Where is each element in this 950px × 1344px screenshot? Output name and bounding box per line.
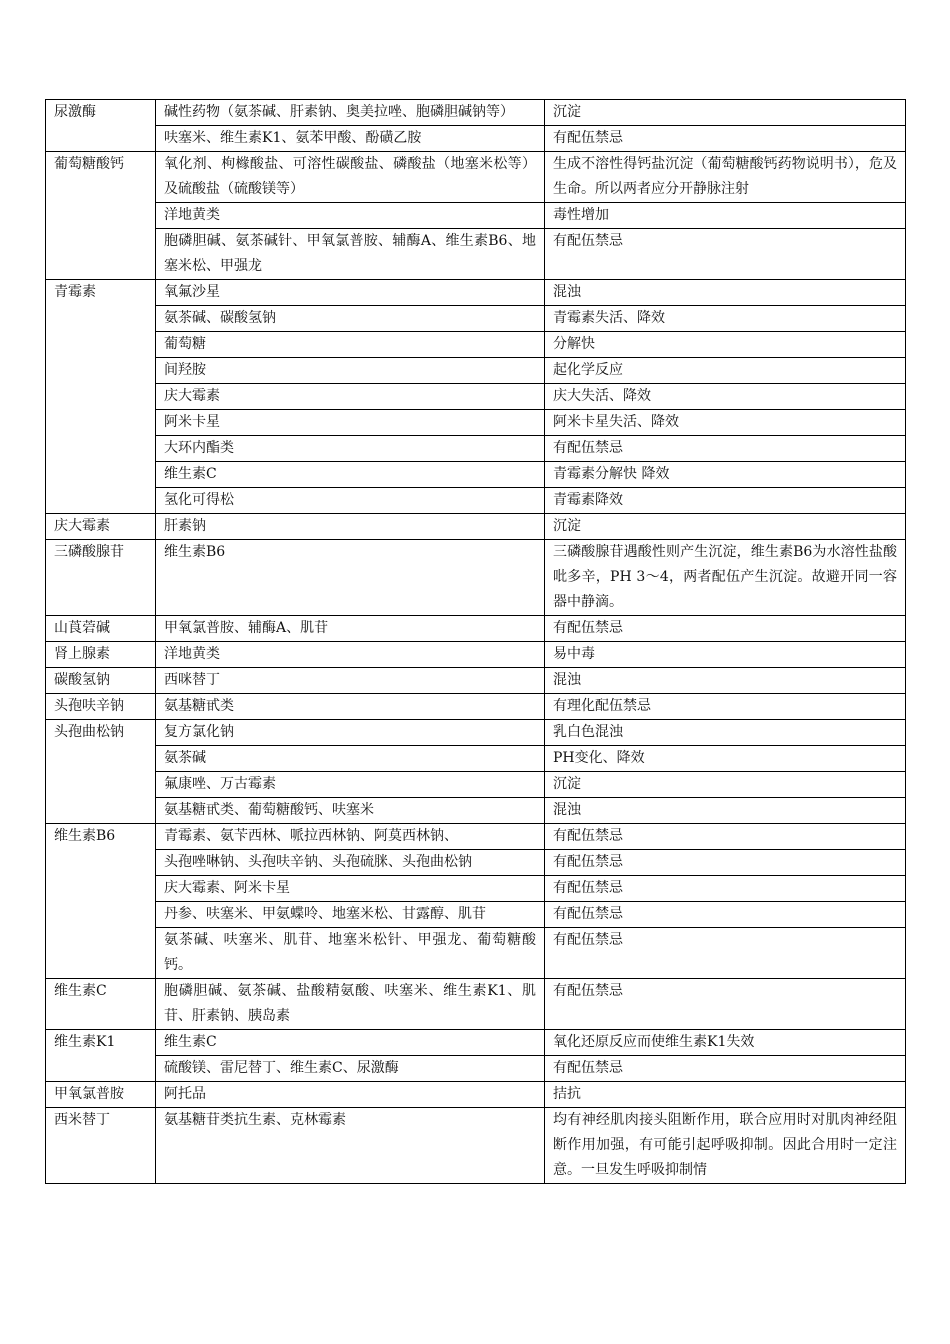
combined-drug-cell: 葡萄糖 [156, 332, 545, 358]
combined-drug-cell: 氨茶碱、呋塞米、肌苷、地塞米松针、甲强龙、葡萄糖酸钙。 [156, 928, 545, 979]
drug-name-cell: 西米替丁 [46, 1108, 156, 1184]
table-row [46, 850, 906, 876]
combined-drug-cell: 庆大霉素、阿米卡星 [156, 876, 545, 902]
result-cell: 有配伍禁忌 [545, 928, 906, 979]
combined-drug-cell: 氨基糖苷类抗生素、克林霉素 [156, 1108, 545, 1184]
combined-drug-cell: 间羟胺 [156, 358, 545, 384]
combined-drug-cell: 甲氧氯普胺、辅酶A、肌苷 [156, 616, 545, 642]
table-row [46, 616, 906, 642]
result-cell: 分解快 [545, 332, 906, 358]
result-cell: 沉淀 [545, 772, 906, 798]
result-cell: 毒性增加 [545, 203, 906, 229]
combined-drug-cell: 氨茶碱、碳酸氢钠 [156, 306, 545, 332]
drug-name-cell: 头孢曲松钠 [46, 720, 156, 824]
drug-name-cell: 山莨菪碱 [46, 616, 156, 642]
table-row [46, 642, 906, 668]
result-cell: 沉淀 [545, 514, 906, 540]
result-cell: 有配伍禁忌 [545, 436, 906, 462]
drug-name-cell: 维生素K1 [46, 1030, 156, 1082]
result-cell: 青霉素降效 [545, 488, 906, 514]
drug-name-cell: 维生素B6 [46, 824, 156, 979]
result-cell: 有配伍禁忌 [545, 1056, 906, 1082]
table-row [46, 540, 906, 616]
combined-drug-cell: 复方氯化钠 [156, 720, 545, 746]
result-cell: 有配伍禁忌 [545, 229, 906, 280]
table-row [46, 229, 906, 280]
combined-drug-cell: 维生素C [156, 462, 545, 488]
result-cell: 有配伍禁忌 [545, 616, 906, 642]
combined-drug-cell: 碱性药物（氨茶碱、肝素钠、奥美拉唑、胞磷胆碱钠等） [156, 100, 545, 126]
table-row [46, 746, 906, 772]
result-cell: 庆大失活、降效 [545, 384, 906, 410]
table-row [46, 668, 906, 694]
table-row [46, 203, 906, 229]
drug-name-cell: 尿激酶 [46, 100, 156, 152]
table-row [46, 720, 906, 746]
combined-drug-cell: 硫酸镁、雷尼替丁、维生素C、尿激酶 [156, 1056, 545, 1082]
combined-drug-cell: 氟康唑、万古霉素 [156, 772, 545, 798]
combined-drug-cell: 氨基糖甙类 [156, 694, 545, 720]
table-row [46, 1056, 906, 1082]
table-row [46, 100, 906, 126]
table-row [46, 902, 906, 928]
table-row [46, 332, 906, 358]
drug-name-cell: 甲氧氯普胺 [46, 1082, 156, 1108]
combined-drug-cell: 阿米卡星 [156, 410, 545, 436]
combined-drug-cell: 氨茶碱 [156, 746, 545, 772]
table-row [46, 979, 906, 1030]
result-cell: 阿米卡星失活、降效 [545, 410, 906, 436]
combined-drug-cell: 维生素B6 [156, 540, 545, 616]
result-cell: 起化学反应 [545, 358, 906, 384]
drug-name-cell: 碳酸氢钠 [46, 668, 156, 694]
result-cell: 生成不溶性得钙盐沉淀（葡萄糖酸钙药物说明书），危及生命。所以两者应分开静脉注射 [545, 152, 906, 203]
result-cell: 有配伍禁忌 [545, 824, 906, 850]
combined-drug-cell: 肝素钠 [156, 514, 545, 540]
table-row [46, 152, 906, 203]
combined-drug-cell: 氨基糖甙类、葡萄糖酸钙、呋塞米 [156, 798, 545, 824]
combined-drug-cell: 呋塞米、维生素K1、氨苯甲酸、酚磺乙胺 [156, 126, 545, 152]
combined-drug-cell: 庆大霉素 [156, 384, 545, 410]
combined-drug-cell: 洋地黄类 [156, 642, 545, 668]
combined-drug-cell: 氧化剂、枸橼酸盐、可溶性碳酸盐、磷酸盐（地塞米松等）及硫酸盐（硫酸镁等） [156, 152, 545, 203]
result-cell: 混浊 [545, 668, 906, 694]
table-row [46, 1030, 906, 1056]
table-row [46, 126, 906, 152]
table-row [46, 1082, 906, 1108]
result-cell: 有理化配伍禁忌 [545, 694, 906, 720]
combined-drug-cell: 胞磷胆碱、氨茶碱、盐酸精氨酸、呋塞米、维生素K1、肌苷、肝素钠、胰岛素 [156, 979, 545, 1030]
result-cell: 青霉素失活、降效 [545, 306, 906, 332]
result-cell: 有配伍禁忌 [545, 876, 906, 902]
result-cell: 氧化还原反应而使维生素K1失效 [545, 1030, 906, 1056]
result-cell: 乳白色混浊 [545, 720, 906, 746]
drug-name-cell: 葡萄糖酸钙 [46, 152, 156, 280]
table-row [46, 462, 906, 488]
result-cell: 有配伍禁忌 [545, 850, 906, 876]
table-row [46, 306, 906, 332]
table-row [46, 1108, 906, 1184]
combined-drug-cell: 西咪替丁 [156, 668, 545, 694]
table-row [46, 358, 906, 384]
combined-drug-cell: 头孢唑啉钠、头孢呋辛钠、头孢硫脒、头孢曲松钠 [156, 850, 545, 876]
result-cell: 拮抗 [545, 1082, 906, 1108]
table-row [46, 410, 906, 436]
drug-name-cell: 头孢呋辛钠 [46, 694, 156, 720]
result-cell: PH变化、降效 [545, 746, 906, 772]
table-row [46, 514, 906, 540]
table-row [46, 280, 906, 306]
table-row [46, 772, 906, 798]
combined-drug-cell: 维生素C [156, 1030, 545, 1056]
result-cell: 有配伍禁忌 [545, 902, 906, 928]
result-cell: 有配伍禁忌 [545, 979, 906, 1030]
combined-drug-cell: 青霉素、氨苄西林、哌拉西林钠、阿莫西林钠、 [156, 824, 545, 850]
drug-name-cell: 肾上腺素 [46, 642, 156, 668]
table-row [46, 488, 906, 514]
table-row [46, 798, 906, 824]
drug-incompatibility-table [45, 99, 906, 1184]
result-cell: 有配伍禁忌 [545, 126, 906, 152]
table-row [46, 384, 906, 410]
result-cell: 三磷酸腺苷遇酸性则产生沉淀，维生素B6为水溶性盐酸吡多辛，PH 3～4，两者配伍产生沉淀。故避开同一容器中静滴。 [545, 540, 906, 616]
combined-drug-cell: 氧氟沙星 [156, 280, 545, 306]
result-cell: 易中毒 [545, 642, 906, 668]
drug-name-cell: 维生素C [46, 979, 156, 1030]
result-cell: 混浊 [545, 798, 906, 824]
drug-name-cell: 三磷酸腺苷 [46, 540, 156, 616]
result-cell: 沉淀 [545, 100, 906, 126]
combined-drug-cell: 氢化可得松 [156, 488, 545, 514]
result-cell: 混浊 [545, 280, 906, 306]
result-cell: 青霉素分解快 降效 [545, 462, 906, 488]
combined-drug-cell: 洋地黄类 [156, 203, 545, 229]
table-row [46, 876, 906, 902]
table-row [46, 928, 906, 979]
drug-name-cell: 庆大霉素 [46, 514, 156, 540]
table-row [46, 694, 906, 720]
combined-drug-cell: 丹参、呋塞米、甲氨蝶呤、地塞米松、甘露醇、肌苷 [156, 902, 545, 928]
table-row [46, 824, 906, 850]
combined-drug-cell: 大环内酯类 [156, 436, 545, 462]
table-row [46, 436, 906, 462]
result-cell: 均有神经肌肉接头阻断作用，联合应用时对肌肉神经阻断作用加强，有可能引起呼吸抑制。因此合用时一定注意。一旦发生呼吸抑制情 [545, 1108, 906, 1184]
combined-drug-cell: 阿托品 [156, 1082, 545, 1108]
combined-drug-cell: 胞磷胆碱、氨茶碱针、甲氧氯普胺、辅酶A、维生素B6、地塞米松、甲强龙 [156, 229, 545, 280]
drug-name-cell: 青霉素 [46, 280, 156, 514]
